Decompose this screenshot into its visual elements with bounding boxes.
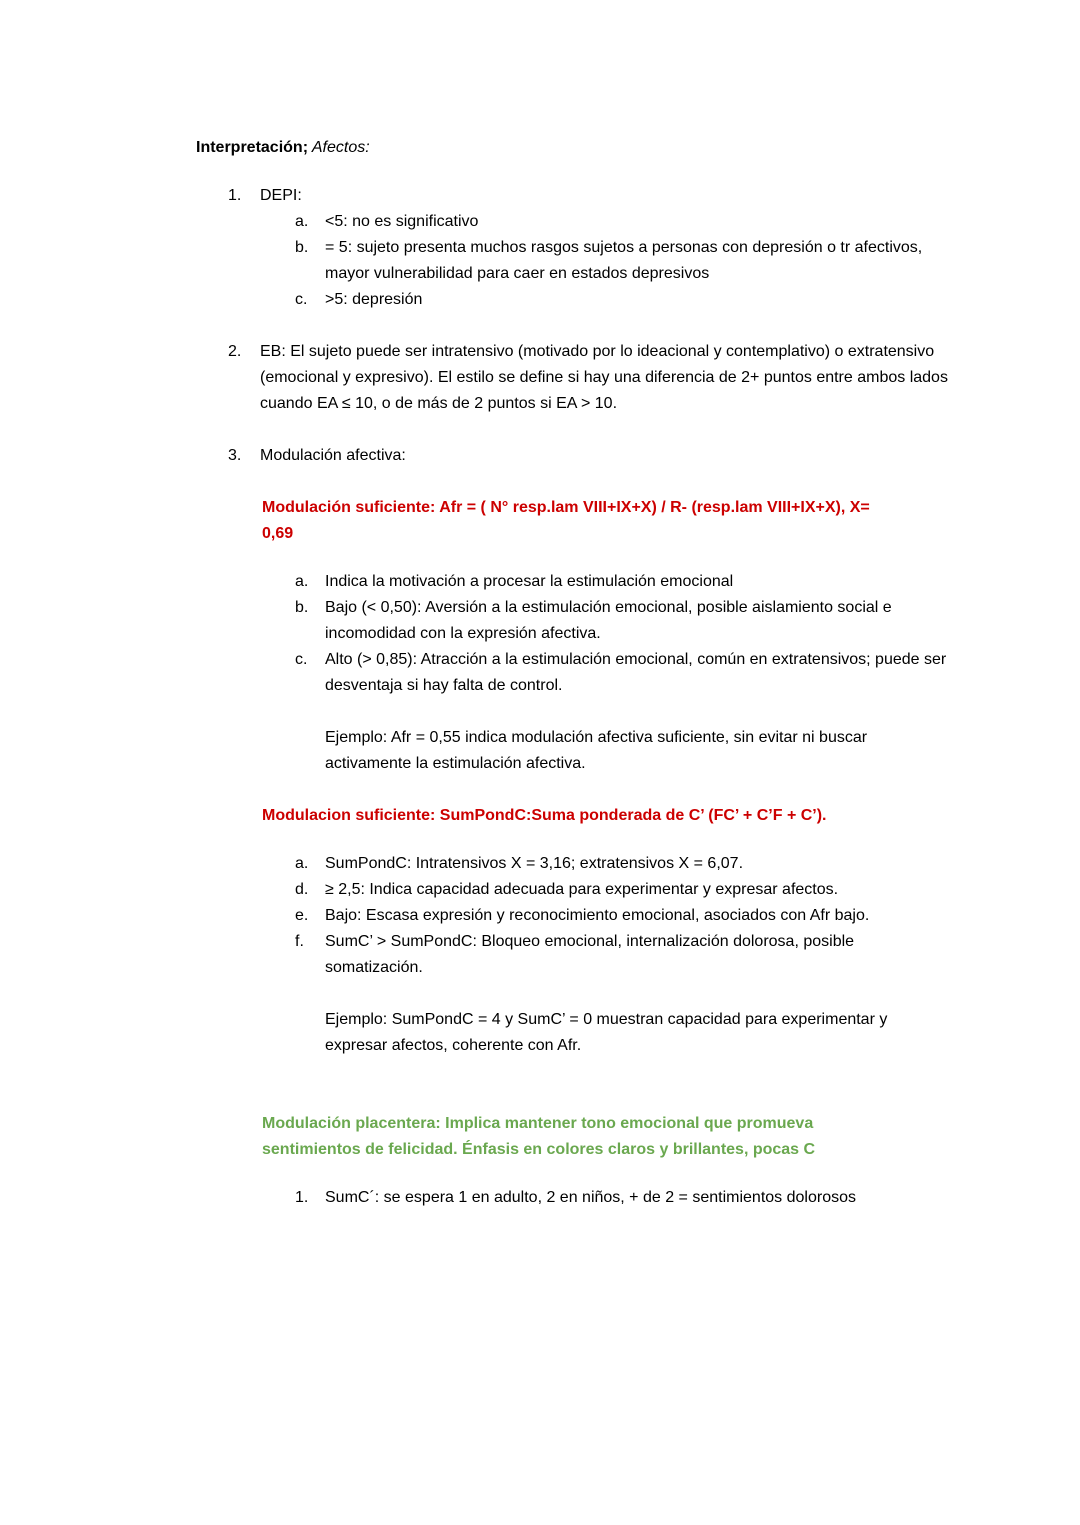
list-item-text: Alto (> 0,85): Atracción a la estimulación emocional, común en extratensivos; puede ser desventaja si hay falta de control. xyxy=(325,651,947,694)
list-item-afr-a xyxy=(295,569,950,595)
list-marker: a. xyxy=(295,573,309,590)
list-item-text: Bajo: Escasa expresión y reconocimiento emocional, asociados con Afr bajo. xyxy=(325,907,870,924)
list-item-label: DEPI: xyxy=(260,187,302,204)
list-item-sumpondc-d xyxy=(295,877,950,903)
list-marker: a. xyxy=(295,213,309,230)
list-item-sumc xyxy=(295,1185,950,1211)
list-marker: d. xyxy=(295,881,309,898)
list-marker: c. xyxy=(295,291,308,308)
list-item-depi xyxy=(228,183,950,209)
list-item-text: <5: no es significativo xyxy=(325,213,479,230)
list-item-afr-c xyxy=(295,647,950,699)
list-item-text: Bajo (< 0,50): Aversión a la estimulación emocional, posible aislamiento social e incomodidad con la expresión afectiva. xyxy=(325,599,892,642)
red-subheading-afr: Modulación suficiente: Afr = ( N° resp.lam VIII+IX+X) / R- (resp.lam VIII+IX+X), X= 0,69 xyxy=(262,499,870,542)
list-item-sumpondc-a xyxy=(295,851,950,877)
list-marker: e. xyxy=(295,907,309,924)
list-item-text: SumC´: se espera 1 en adulto, 2 en niños, + de 2 = sentimientos dolorosos xyxy=(325,1189,856,1206)
list-item-label: Modulación afectiva: xyxy=(260,447,406,464)
list-item-text: = 5: sujeto presenta muchos rasgos sujetos a personas con depresión o tr afectivos, mayor vulnerabilidad para caer en estados depresivos xyxy=(325,239,923,282)
green-subheading-placentera: Modulación placentera: Implica mantener tono emocional que promueva sentimientos de felicidad. Énfasis en colores claros y brillantes, pocas C xyxy=(262,1115,816,1158)
example-paragraph-afr: Ejemplo: Afr = 0,55 indica modulación afectiva suficiente, sin evitar ni buscar activamente la estimulación afectiva. xyxy=(325,729,868,772)
doc-title-bold: Interpretación; xyxy=(196,139,309,156)
list-item-depi-a xyxy=(295,209,950,235)
list-marker: f. xyxy=(295,933,304,950)
list-item-text: EB: El sujeto puede ser intratensivo (motivado por lo ideacional y contemplativo) o extratensivo (emocional y expresivo). El estilo se define si hay una diferencia de 2+ puntos entre ambos lados cuando EA ≤ 10, o de más de 2 puntos si EA > 10. xyxy=(260,343,948,412)
document-content xyxy=(196,135,950,1211)
doc-title-italic: Afectos: xyxy=(308,139,370,156)
list-marker: 2. xyxy=(228,343,242,360)
list-item-sumpondc-e xyxy=(295,903,950,929)
list-item-text: Indica la motivación a procesar la estimulación emocional xyxy=(325,573,734,590)
red-subheading-sumpondc: Modulacion suficiente: SumPondC:Suma ponderada de C’ (FC’ + C’F + C’). xyxy=(262,807,827,824)
doc-title xyxy=(196,135,950,161)
list-item-eb xyxy=(228,339,950,417)
list-item-text: SumPondC: Intratensivos X = 3,16; extratensivos X = 6,07. xyxy=(325,855,744,872)
list-item-modulacion xyxy=(228,443,950,469)
list-marker: c. xyxy=(295,651,308,668)
example-paragraph-sumpondc: Ejemplo: SumPondC = 4 y SumC’ = 0 muestran capacidad para experimentar y expresar afectos, coherente con Afr. xyxy=(325,1011,888,1054)
list-item-depi-c xyxy=(295,287,950,313)
list-item-text: SumC’ > SumPondC: Bloqueo emocional, internalización dolorosa, posible somatización. xyxy=(325,933,855,976)
list-item-sumpondc-f xyxy=(295,929,950,981)
list-marker: 1. xyxy=(295,1189,309,1206)
list-item-text: ≥ 2,5: Indica capacidad adecuada para experimentar y expresar afectos. xyxy=(325,881,839,898)
list-marker: a. xyxy=(295,855,309,872)
list-item-depi-b xyxy=(295,235,950,287)
list-marker: 1. xyxy=(228,187,242,204)
list-marker: b. xyxy=(295,599,309,616)
list-marker: b. xyxy=(295,239,309,256)
list-item-text: >5: depresión xyxy=(325,291,423,308)
list-item-afr-b xyxy=(295,595,950,647)
list-marker: 3. xyxy=(228,447,242,464)
